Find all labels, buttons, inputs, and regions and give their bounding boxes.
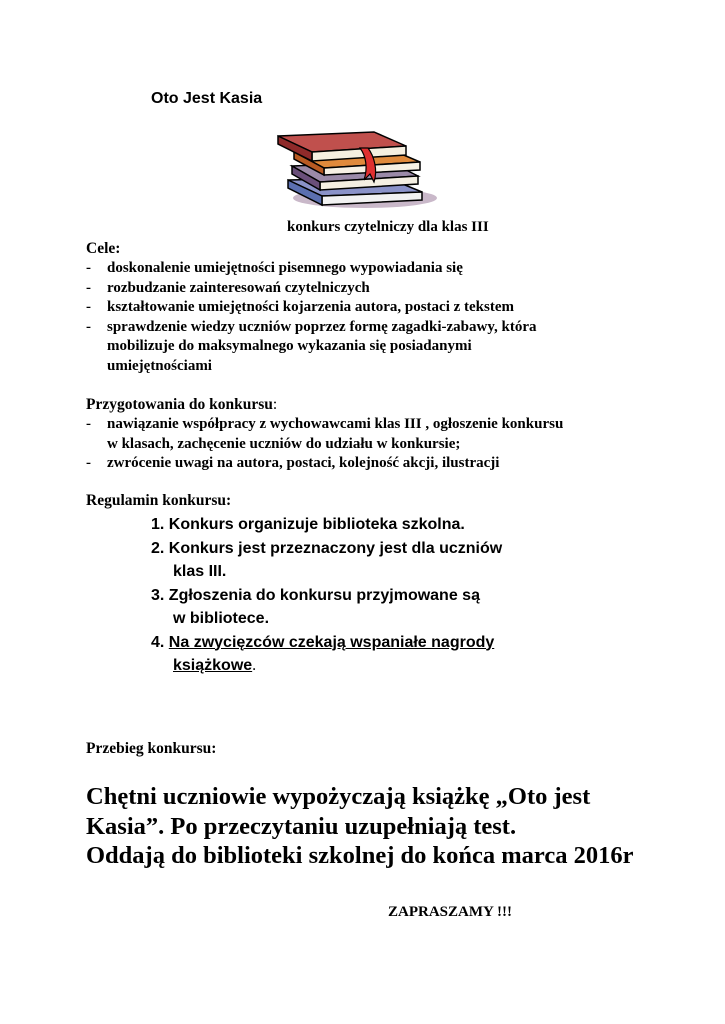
bullet-dash: - [86,279,91,296]
course-line: Kasia”. Po przeczytaniu uzupełniają test. [86,812,517,840]
goals-heading: Cele: [86,240,121,257]
course-line: Oddają do biblioteki szkolnej do końca marca 2016r [86,842,634,869]
course-text [86,782,633,871]
rules-item-text: Na zwycięzców czekają wspaniałe nagrody [168,633,495,651]
goals-item-text: sprawdzenie wiedzy uczniów poprzez formę zagadki-zabawy, która [107,318,537,335]
bullet-dash: - [86,318,91,335]
document-title: Oto Jest Kasia [151,90,263,107]
goals-item [86,259,537,279]
preparation-heading-colon: : [272,396,278,413]
rules-item [151,537,502,584]
rules-list [151,513,502,678]
rules-item-text: książkowe [173,657,253,674]
rules-heading: Regulamin konkursu: [86,492,232,509]
rules-item [151,584,502,631]
bullet-dash: - [86,455,91,471]
books-stack-icon [270,128,440,212]
preparation-item [86,415,563,454]
goals-item-text: umiejętnościami [107,357,212,374]
closing-invitation: ZAPRASZAMY !!! [388,904,513,920]
rules-item-text: klas III. [173,563,227,580]
rules-item-text: 3. Zgłoszenia do konkursu przyjmowane są [151,586,480,604]
bullet-dash: - [86,416,91,432]
rules-item [151,631,502,678]
goals-item-text: doskonalenie umiejętności pisemnego wypowiadania się [107,260,463,276]
preparation-list [86,415,563,474]
rules-item-period: . [252,657,257,674]
document-subtitle: konkurs czytelniczy dla klas III [287,219,489,235]
preparation-item [86,454,563,474]
goals-item [86,279,537,299]
rules-item [151,513,502,537]
goals-item-text: rozbudzanie zainteresowań czytelniczych [107,279,370,296]
goals-item-text: mobilizuje do maksymalnego wykazania się posiadanymi [107,338,472,354]
goals-item [86,318,537,377]
preparation-item-text: nawiązanie współpracy z wychowawcami klas III , ogłoszenie konkursu [107,416,564,432]
rules-item-text: w bibliotece. [173,610,270,627]
course-line: Chętni uczniowie wypożyczają książkę „Oto jest [86,783,591,810]
rules-item-text: 1. Konkurs organizuje biblioteka szkolna. [151,516,465,533]
bullet-dash: - [86,260,91,276]
goals-list [86,259,537,376]
course-heading: Przebieg konkursu: [86,740,217,757]
preparation-heading-text: Przygotowania do konkursu [86,396,273,413]
bullet-dash: - [86,299,91,315]
rules-item-number: 4. [151,633,169,651]
rules-item-continuation [151,654,502,678]
goals-item-text: kształtowanie umiejętności kojarzenia autora, postaci z tekstem [107,299,515,315]
preparation-item-text: zwrócenie uwagi na autora, postaci, kolejność akcji, ilustracji [107,455,500,471]
rules-item-text: 2. Konkurs jest przeznaczony jest dla uczniów [151,539,503,557]
preparation-item-text: w klasach, zachęcenie uczniów do udziału w konkursie; [107,435,461,452]
preparation-heading [86,396,277,414]
goals-item [86,298,537,318]
